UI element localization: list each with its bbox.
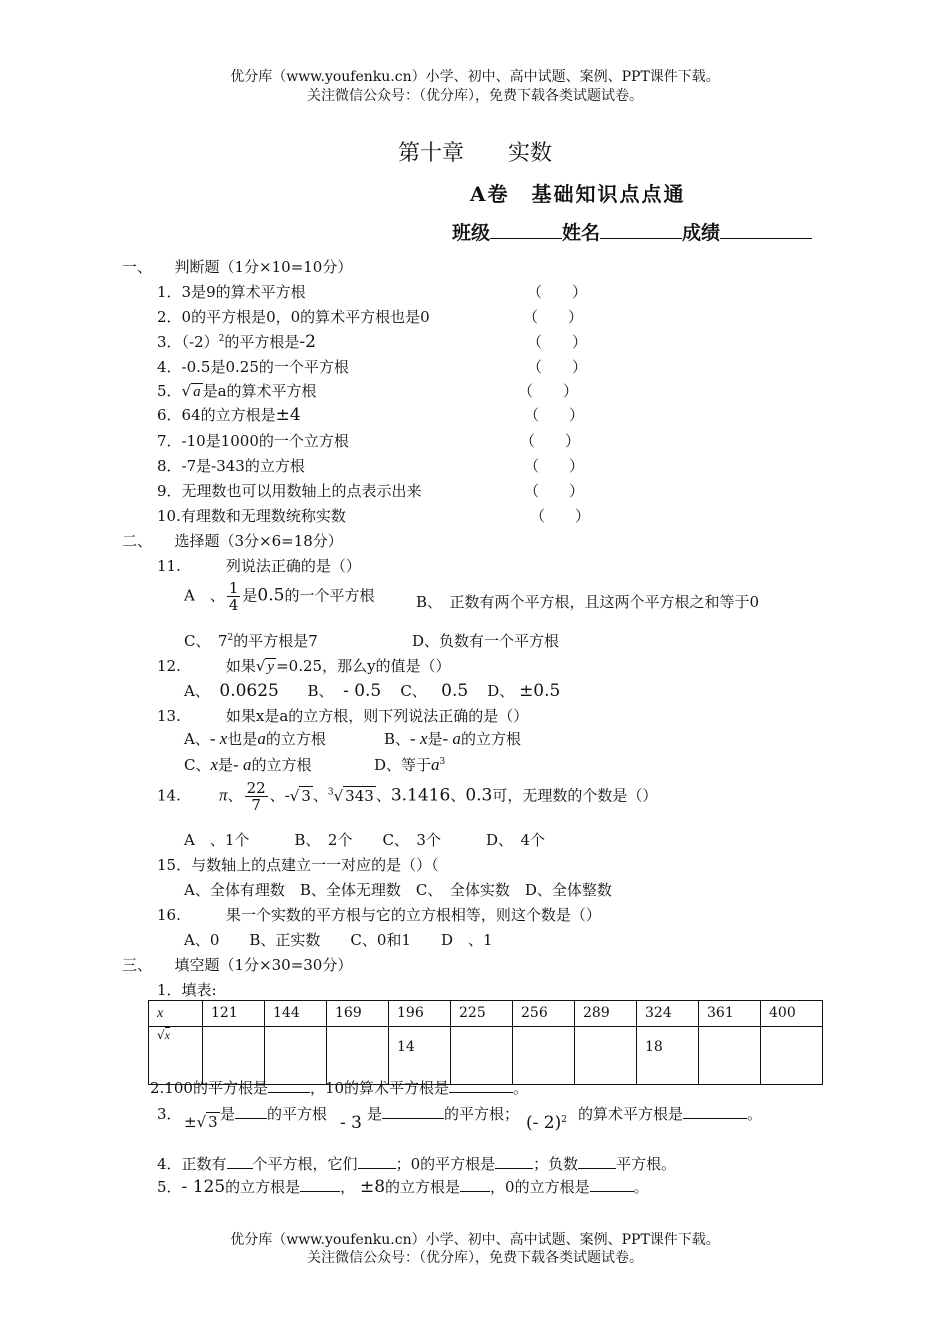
answer-paren-8[interactable]: （ ） <box>524 457 585 475</box>
tf-item-8: 8．-7是-343的立方根 <box>157 457 305 475</box>
q13-option-d: D、等于$a^3$ <box>374 755 446 774</box>
fill-blank[interactable] <box>460 1190 490 1192</box>
q12-options: A、 0.0625 B、 - 0.5 C、 0.5 D、 ±0.5 <box>184 681 561 701</box>
table-cell: 400 <box>761 1001 823 1027</box>
q13-option-b: B、- x是- a的立方根 <box>384 729 521 748</box>
q12-stem: 12. 如果√ y =0.25，那么y的值是（） <box>157 657 451 675</box>
answer-paren-1[interactable]: （ ） <box>527 283 588 301</box>
tf-item-3-value: -2 <box>299 332 316 352</box>
q11-option-d: D、负数有一个平方根 <box>412 632 560 650</box>
answer-cell[interactable] <box>327 1027 389 1085</box>
table-cell: 196 <box>389 1001 451 1027</box>
fill-blank[interactable] <box>300 1190 340 1192</box>
table-cell: 225 <box>451 1001 513 1027</box>
answer-paren-10[interactable]: （ ） <box>530 507 591 525</box>
tf-item-3: 3．$(-2)^2$的平方根是-2 <box>157 332 316 352</box>
fill-blank[interactable] <box>227 1167 253 1169</box>
fill-blank[interactable] <box>235 1117 267 1119</box>
table-cell: 361 <box>699 1001 761 1027</box>
fill-blank[interactable] <box>683 1117 747 1119</box>
tf-item-5: 5．√ a 是a的算术平方根 <box>157 382 317 400</box>
fill-q3-part3: 的算术平方根是 。 <box>578 1105 763 1123</box>
fill-q4: 4．正数有 个平方根，它们 ；0的平方根是 ；负数 平方根。 <box>157 1155 677 1173</box>
section3-heading: 三、 填空题（1分×30=30分） <box>122 956 353 974</box>
table-cell: 256 <box>513 1001 575 1027</box>
class-label: 班级 <box>452 222 491 244</box>
fill-blank[interactable] <box>495 1167 533 1169</box>
q16-options: A、0 B、正实数 C、0和1 D 、1 <box>184 931 493 949</box>
class-blank[interactable] <box>490 237 562 239</box>
sqrt-y: √ y <box>255 657 275 675</box>
table-row <box>149 1001 823 1027</box>
fill-q3: 3． <box>157 1105 182 1123</box>
answer-paren-2[interactable]: （ ） <box>523 308 584 326</box>
q13-option-c: C、x是- a的立方根 <box>184 755 312 774</box>
answer-cell[interactable]: 18 <box>637 1027 699 1085</box>
answer-paren-6[interactable]: （ ） <box>524 406 585 424</box>
q13-option-a: A、- x也是a的立方根 <box>184 729 326 748</box>
answer-paren-4[interactable]: （ ） <box>527 358 588 376</box>
tf-item-4: 4．-0.5是0.25的一个平方根 <box>157 358 349 376</box>
table-head-sqrt-x: √x <box>149 1027 203 1085</box>
tf-item-10: 10.有理数和无理数统称实数 <box>157 507 346 525</box>
tf-item-7: 7．-10是1000的一个立方根 <box>157 432 349 450</box>
table-cell: 289 <box>575 1001 637 1027</box>
q16-stem: 16. 果一个实数的平方根与它的立方根相等，则这个数是（） <box>157 906 601 924</box>
name-label: 姓名 <box>562 222 601 244</box>
section2-heading: 二、 选择题（3分×6=18分） <box>122 532 343 550</box>
q14-options: A 、1个 B、 2个 C、 3个 D、 4个 <box>184 831 546 849</box>
section1-heading: 一、 判断题（1分×10=10分） <box>122 258 353 276</box>
answer-cell[interactable] <box>575 1027 637 1085</box>
answer-paren-3[interactable]: （ ） <box>527 333 588 351</box>
table-cell: 144 <box>265 1001 327 1027</box>
answer-paren-5[interactable]: （ ） <box>518 382 579 400</box>
cbrt-343: √ 343 <box>333 786 374 805</box>
pi-symbol: π <box>219 785 228 805</box>
answer-paren-9[interactable]: （ ） <box>524 482 585 500</box>
tf-item-1: 1．3是9的算术平方根 <box>157 283 306 301</box>
answer-cell[interactable] <box>513 1027 575 1085</box>
fill-q2: 2.100的平方根是 ，10的算术平方根是 。 <box>150 1079 529 1097</box>
q15-stem: 15．与数轴上的点建立一一对应的是（）（ <box>157 856 439 874</box>
q11-stem: 11. 列说法正确的是（） <box>157 557 361 575</box>
table-cell: 324 <box>637 1001 699 1027</box>
fill-q3-v2: - 3 <box>340 1113 362 1133</box>
sqrt-3: √ 3 <box>289 786 311 805</box>
name-blank[interactable] <box>600 237 682 239</box>
fill-q3-part2: 是 的平方根； <box>367 1105 520 1123</box>
fill-blank[interactable] <box>358 1167 396 1169</box>
fill-q3-v3: (- 2)$^2$ <box>526 1113 567 1133</box>
table-row <box>149 1027 823 1085</box>
footer-line-1: 优分库（www.youfenku.cn）小学、初中、高中试题、案例、PPT课件下载。 <box>230 1232 720 1248</box>
score-blank[interactable] <box>720 237 812 239</box>
answer-cell[interactable] <box>699 1027 761 1085</box>
header-line-1: 优分库（www.youfenku.cn）小学、初中、高中试题、案例、PPT课件下载。 <box>230 69 720 85</box>
answer-cell[interactable] <box>761 1027 823 1085</box>
fill-q1: 1．填表: <box>157 981 217 999</box>
table-head-x: x <box>149 1001 203 1027</box>
page-title: 第十章 实数 <box>397 141 552 166</box>
fill-blank[interactable] <box>382 1117 444 1119</box>
answer-cell[interactable] <box>451 1027 513 1085</box>
q11-option-a: A 、 $\frac{1}{4}$ 是0.5的一个平方根 <box>184 579 375 614</box>
header-line-2: 关注微信公众号：（优分库），免费下载各类试题试卷。 <box>307 88 643 104</box>
repeating-decimal: 0.3 <box>465 785 493 806</box>
tf-item-2: 2．0的平方根是0，0的算术平方根也是0 <box>157 308 430 326</box>
fraction-1-4: $\frac{1}{4}$ <box>228 579 239 614</box>
answer-cell[interactable] <box>265 1027 327 1085</box>
table-cell: 169 <box>327 1001 389 1027</box>
answer-cell[interactable] <box>203 1027 265 1085</box>
footer-line-2: 关注微信公众号：（优分库），免费下载各类试题试卷。 <box>307 1250 643 1266</box>
fill-blank[interactable] <box>449 1091 513 1093</box>
q15-options: A、全体有理数 B、全体无理数 C、 全体实数 D、全体整数 <box>184 881 612 899</box>
fill-table <box>148 1000 823 1085</box>
fill-q3-v1: ±√ 3 <box>184 1113 218 1131</box>
q11-option-c: C、 $7^2$的平方根是7 <box>184 632 318 650</box>
q11-option-b: B、 正数有两个平方根，且这两个平方根之和等于0 <box>416 593 760 611</box>
tf-item-6: 6．64的立方根是±4 <box>157 405 301 425</box>
fill-blank[interactable] <box>578 1167 616 1169</box>
student-info-row <box>452 218 812 245</box>
score-label: 成绩 <box>682 222 721 244</box>
fill-blank[interactable] <box>268 1091 310 1093</box>
fraction-22-7: $\frac{22}{7}$ <box>246 779 266 814</box>
answer-cell[interactable]: 14 <box>389 1027 451 1085</box>
fill-q5: 5．- 125的立方根是 ， ±8的立方根是 ，0的立方根是 。 <box>157 1177 649 1197</box>
q13-stem: 13. 如果x是a的立方根，则下列说法正确的是（） <box>157 707 529 725</box>
fill-q3-part1: 是 的平方根 <box>220 1105 328 1123</box>
page-subtitle: A卷 基础知识点点通 <box>470 182 686 206</box>
answer-paren-7[interactable]: （ ） <box>520 432 581 450</box>
q14-stem: 14. π、 $\frac{22}{7}$ 、-√ 3 、$^3$√ 343 、3.1416、0.3可，无理数的个数是（） <box>157 779 658 814</box>
tf-item-9: 9．无理数也可以用数轴上的点表示出来 <box>157 482 422 500</box>
sqrt-a: √ a <box>181 382 201 400</box>
fill-blank[interactable] <box>590 1190 634 1192</box>
table-cell: 121 <box>203 1001 265 1027</box>
